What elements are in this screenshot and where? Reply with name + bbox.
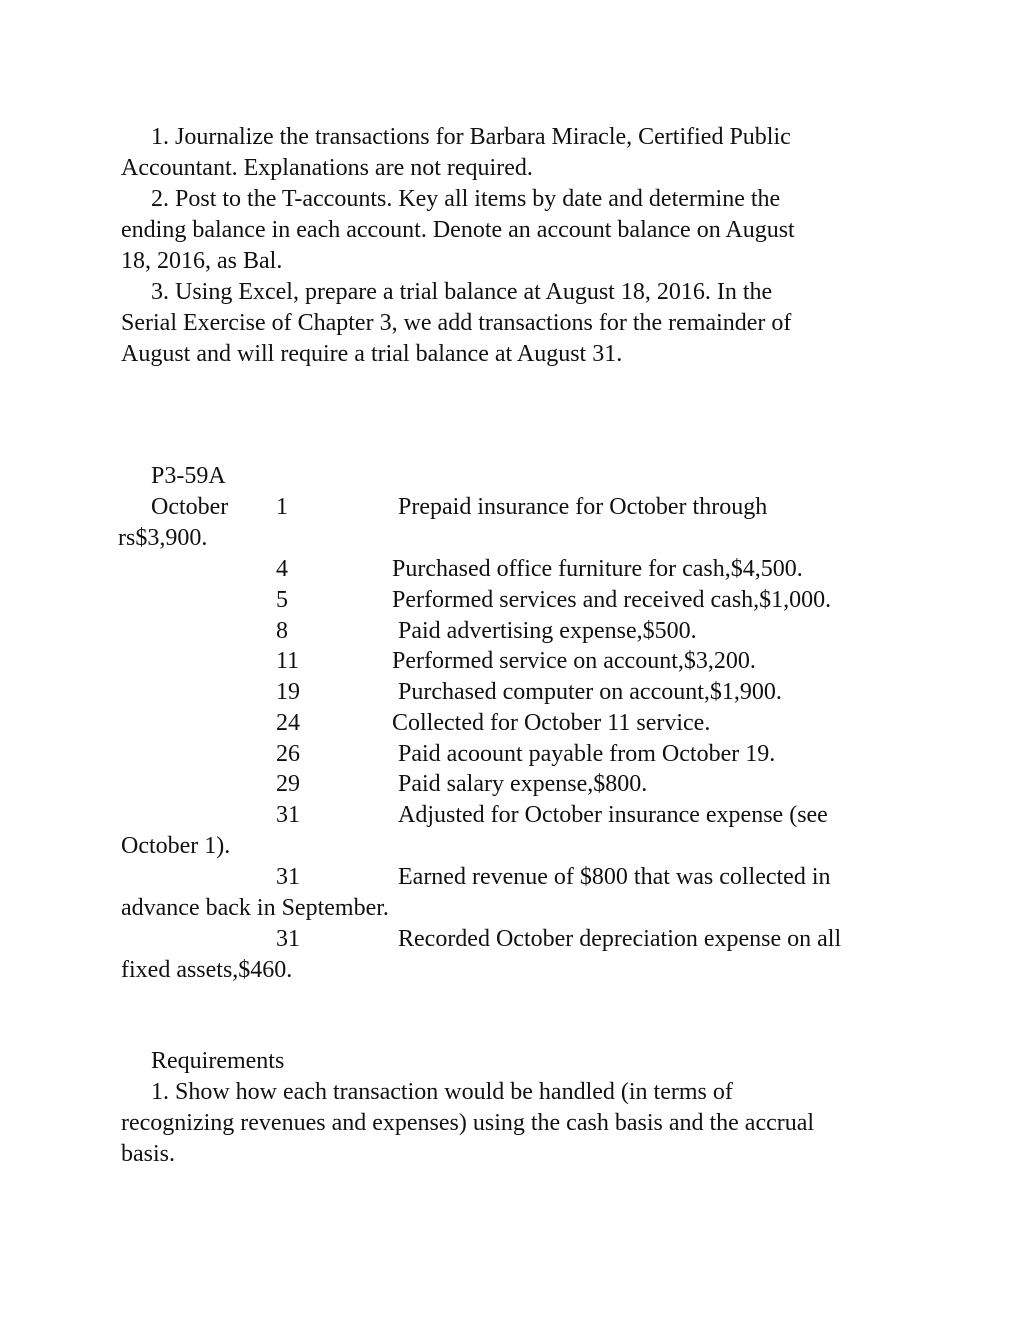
row-text: Purchased office furniture for cash,$4,500.	[392, 556, 803, 582]
intro-line: 2. Post to the T-accounts. Key all items by date and determine the	[151, 186, 781, 212]
row-text: Earned revenue of $800 that was collected in	[398, 864, 831, 890]
intro-line: 1. Journalize the transactions for Barbara Miracle, Certified Public	[151, 124, 791, 150]
row-text: Prepaid insurance for October through	[398, 494, 768, 520]
intro-line: 18, 2016, as Bal.	[121, 248, 283, 274]
row-day: 31	[276, 802, 300, 828]
requirements-heading: Requirements	[151, 1048, 285, 1074]
problem-id: P3-59A	[151, 463, 226, 489]
row-day: 26	[276, 741, 300, 767]
problem-month: October	[151, 494, 229, 520]
row-day: 31	[276, 926, 300, 952]
row-day: 11	[276, 648, 300, 674]
row-text-cont: rs$3,900.	[118, 525, 208, 551]
row-text: Adjusted for October insurance expense (see	[398, 802, 828, 828]
row-text: Paid salary expense,$800.	[398, 771, 648, 797]
row-day: 19	[276, 679, 300, 705]
row-text-cont: fixed assets,$460.	[121, 957, 293, 983]
row-day: 31	[276, 864, 300, 890]
row-text-cont: advance back in September.	[121, 895, 389, 921]
row-text: Collected for October 11 service.	[392, 710, 711, 736]
row-day: 29	[276, 771, 300, 797]
row-day: 4	[276, 556, 288, 582]
row-text: Paid acoount payable from October 19.	[398, 741, 776, 767]
row-text-cont: October 1).	[121, 833, 231, 859]
row-text: Purchased computer on account,$1,900.	[398, 679, 782, 705]
row-day: 5	[276, 587, 288, 613]
requirement-line: 1. Show how each transaction would be handled (in terms of	[151, 1079, 733, 1105]
intro-line: Accountant. Explanations are not required.	[121, 155, 533, 181]
row-text: Recorded October depreciation expense on all	[398, 926, 842, 952]
row-text: Performed service on account,$3,200.	[392, 648, 756, 674]
row-day: 8	[276, 618, 288, 644]
row-text: Performed services and received cash,$1,000.	[392, 587, 832, 613]
row-day: 24	[276, 710, 300, 736]
row-day: 1	[276, 494, 288, 520]
requirement-line: recognizing revenues and expenses) using the cash basis and the accrual	[121, 1110, 815, 1136]
intro-line: ending balance in each account. Denote an account balance on August	[121, 217, 795, 243]
intro-line: Serial Exercise of Chapter 3, we add transactions for the remainder of	[121, 310, 792, 336]
row-text: Paid advertising expense,$500.	[398, 618, 697, 644]
intro-line: August and will require a trial balance at August 31.	[121, 341, 623, 367]
requirement-line: basis.	[121, 1141, 175, 1167]
intro-line: 3. Using Excel, prepare a trial balance at August 18, 2016. In the	[151, 279, 773, 305]
